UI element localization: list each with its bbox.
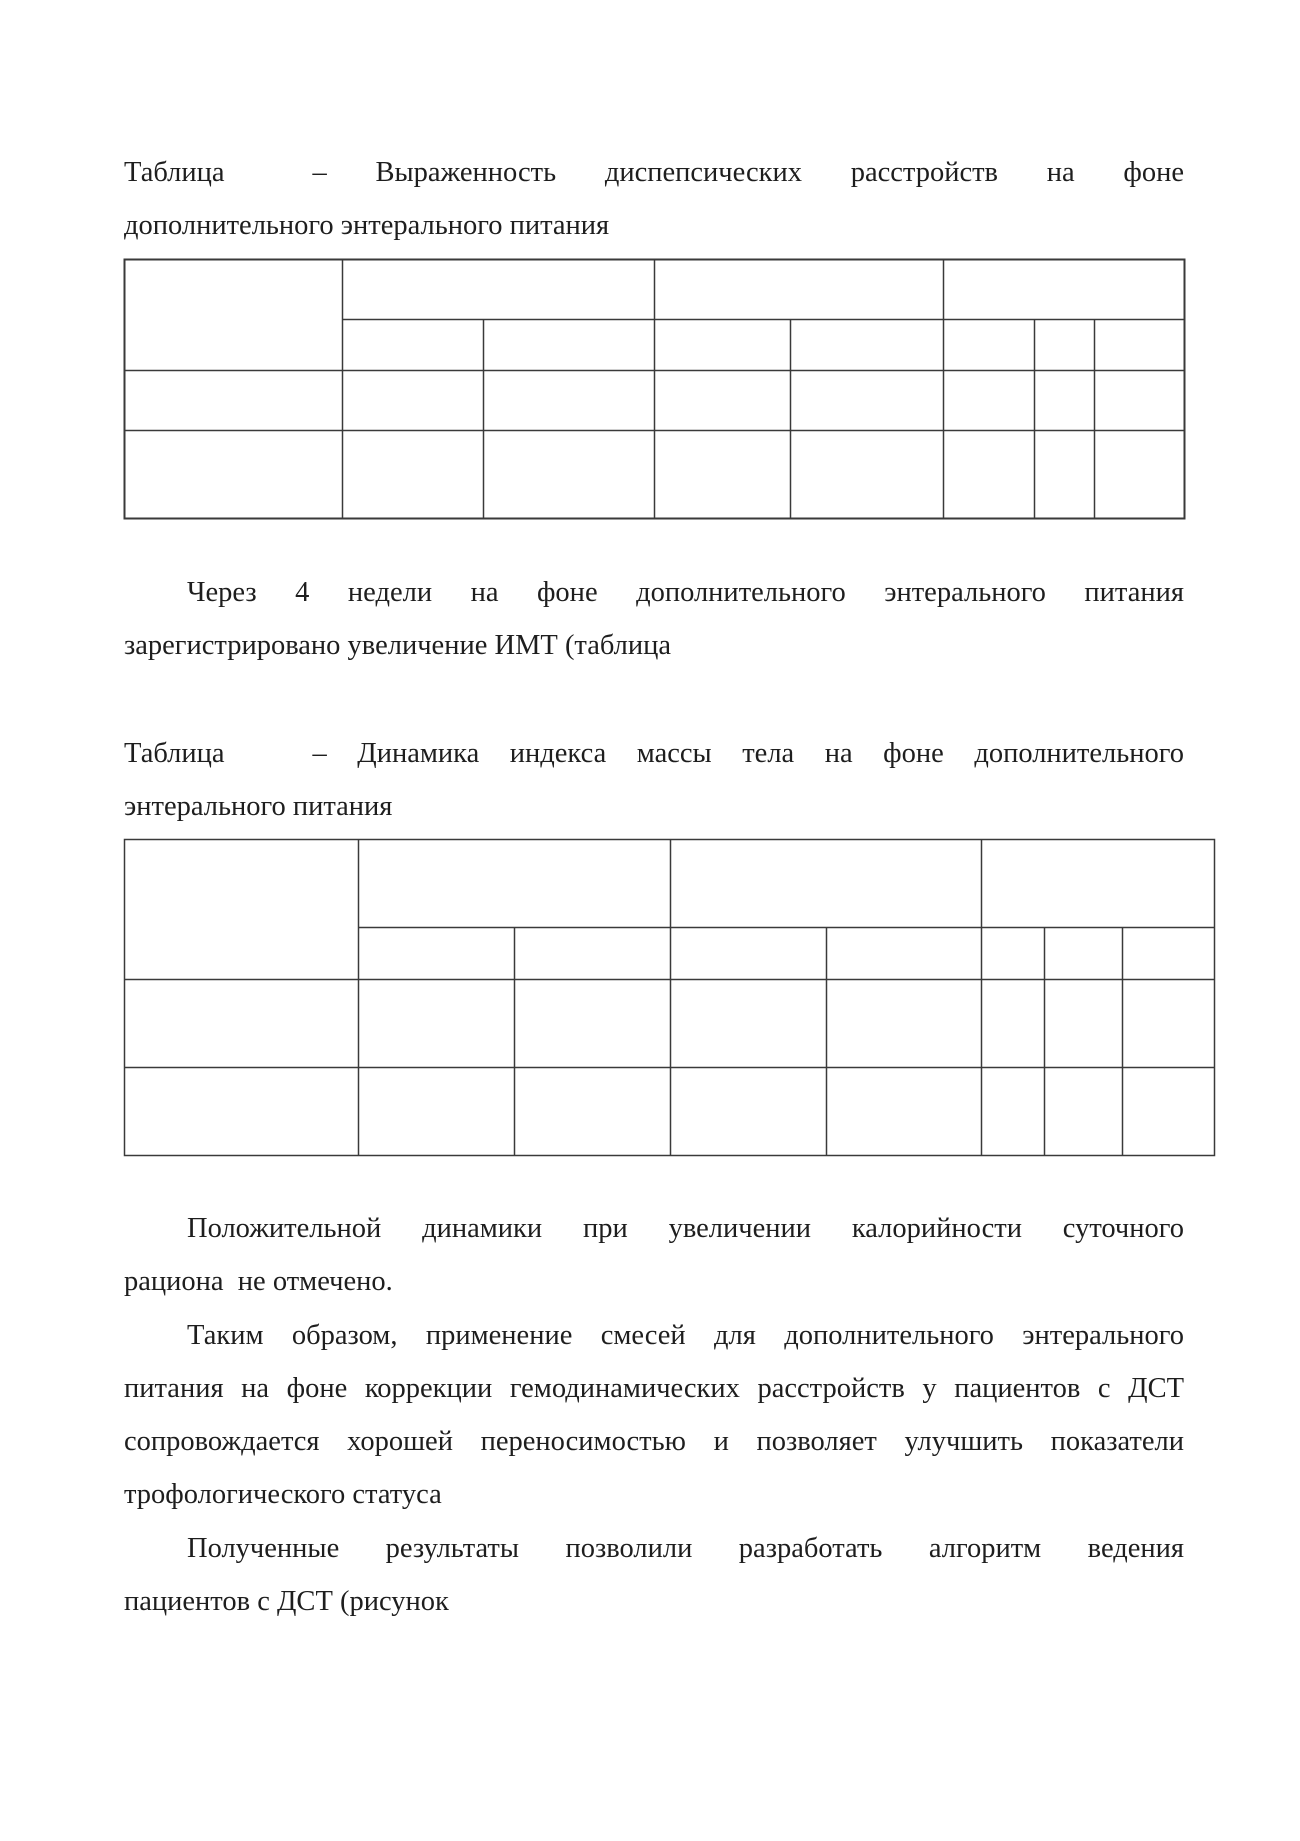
- table2-caption-word: Таблица: [124, 738, 225, 769]
- paragraph-2: [124, 1202, 1184, 1308]
- table1-caption-word: Таблица: [124, 157, 225, 188]
- paragraph-2-line2: рациона не отмечено.: [124, 1266, 393, 1297]
- paragraph-3-line2: питания на фоне коррекции гемодинамических расстройств у пациентов с ДСТ: [124, 1373, 1184, 1404]
- paragraph-1-line1: Через 4 недели на фоне дополнительного энтерального питания: [187, 577, 1184, 608]
- paragraph-3-line4: трофологического статуса: [124, 1479, 442, 1510]
- paragraph-3: [124, 1309, 1184, 1521]
- paragraph-4-line2: пациентов с ДСТ (рисунок: [124, 1586, 449, 1617]
- paragraph-2-line1: Положительной динамики при увеличении калорийности суточного: [187, 1213, 1184, 1244]
- paragraph-4: [124, 1522, 1184, 1628]
- table2-border: [125, 840, 1215, 1156]
- paragraph-1-line2: зарегистрировано увеличение ИМТ (таблица: [124, 630, 672, 661]
- table2-caption-line2: энтерального питания: [124, 791, 393, 822]
- table1-caption-title: – Выраженность диспепсических расстройств на фоне: [312, 157, 1184, 188]
- paragraph-4-line1: Полученные результаты позволили разработать алгоритм ведения: [187, 1533, 1184, 1564]
- table2-caption-title: – Динамика индекса массы тела на фоне дополнительного: [312, 738, 1184, 769]
- paragraph-3-line3: сопровождается хорошей переносимостью и позволяет улучшить показатели: [124, 1426, 1184, 1457]
- table1-caption-line2: дополнительного энтерального питания: [124, 210, 610, 241]
- paragraph-3-line1: Таким образом, применение смесей для дополнительного энтерального: [187, 1320, 1184, 1351]
